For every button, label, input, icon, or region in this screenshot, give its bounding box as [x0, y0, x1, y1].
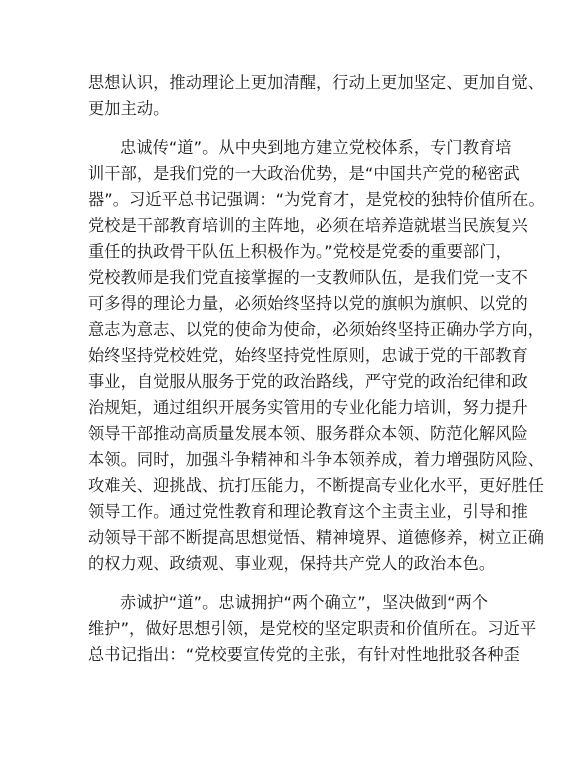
paragraph-line: 训干部，是我们党的一大政治优势，是“中国共产党的秘密武 — [88, 164, 520, 183]
paragraph-line: 事业，自觉服从服务于党的政治路线，严守党的政治纪律和政 — [88, 372, 528, 391]
paragraph-line: 治规矩，通过组织开展务实管用的专业化能力培训，努力提升 — [88, 398, 528, 417]
paragraph-line: 意志为意志、以党的使命为使命，必须始终坚持正确办学方向， — [88, 320, 545, 339]
paragraph-line: 攻难关、迎挑战、抗打压能力，不断提高专业化水平，更好胜任 — [88, 476, 545, 495]
paragraph-line: 党校是干部教育培训的主阵地，必须在培养造就堪当民族复兴 — [88, 216, 528, 235]
paragraph-3 — [88, 590, 537, 668]
paragraph-1 — [88, 70, 545, 122]
paragraph-line: 赤诚护“道”。忠诚拥护“两个确立”，坚决做到“两个 — [120, 593, 489, 612]
paragraph-line: 领导工作。通过党性教育和理论教育这个主责主业，引导和推 — [88, 502, 528, 521]
paragraph-line: 始终坚持党校姓党，始终坚持党性原则，忠诚于党的干部教育 — [88, 346, 528, 365]
paragraph-line: 可多得的理论力量，必须始终坚持以党的旗帜为旗帜、以党的 — [88, 294, 528, 313]
paragraph-line: 本领。同时，加强斗争精神和斗争本领养成，着力增强防风险、 — [88, 450, 545, 469]
document-body — [88, 70, 545, 668]
paragraph-gap — [88, 577, 508, 590]
paragraph-line: 党校教师是我们党直接掌握的一支教师队伍，是我们党一支不 — [88, 268, 528, 287]
paragraph-line: 总书记指出：“党校要宣传党的主张，有针对性地批驳各种歪 — [88, 645, 520, 664]
paragraph-line: 的权力观、政绩观、事业观，保持共产党人的政治本色。 — [88, 554, 496, 573]
paragraph-gap — [88, 122, 508, 135]
paragraph-line: 思想认识，推动理论上更加清醒，行动上更加坚定、更加自觉、 — [88, 73, 545, 92]
paragraph-line: 领导干部推动高质量发展本领、服务群众本领、防范化解风险 — [88, 424, 528, 443]
paragraph-line: 忠诚传“道”。从中央到地方建立党校体系，专门教育培 — [120, 138, 512, 157]
paragraph-2 — [88, 135, 545, 577]
paragraph-line: 重任的执政骨干队伍上积极作为。”党校是党委的重要部门， — [88, 242, 512, 261]
paragraph-line: 器”。习近平总书记强调：“为党育才，是党校的独特价值所在。 — [88, 190, 545, 209]
paragraph-line: 维护”，做好思想引领，是党校的坚定职责和价值所在。习近平 — [88, 619, 537, 638]
paragraph-line: 动领导干部不断提高思想觉悟、精神境界、道德修养，树立正确 — [88, 528, 545, 547]
paragraph-line: 更加主动。 — [88, 99, 170, 118]
